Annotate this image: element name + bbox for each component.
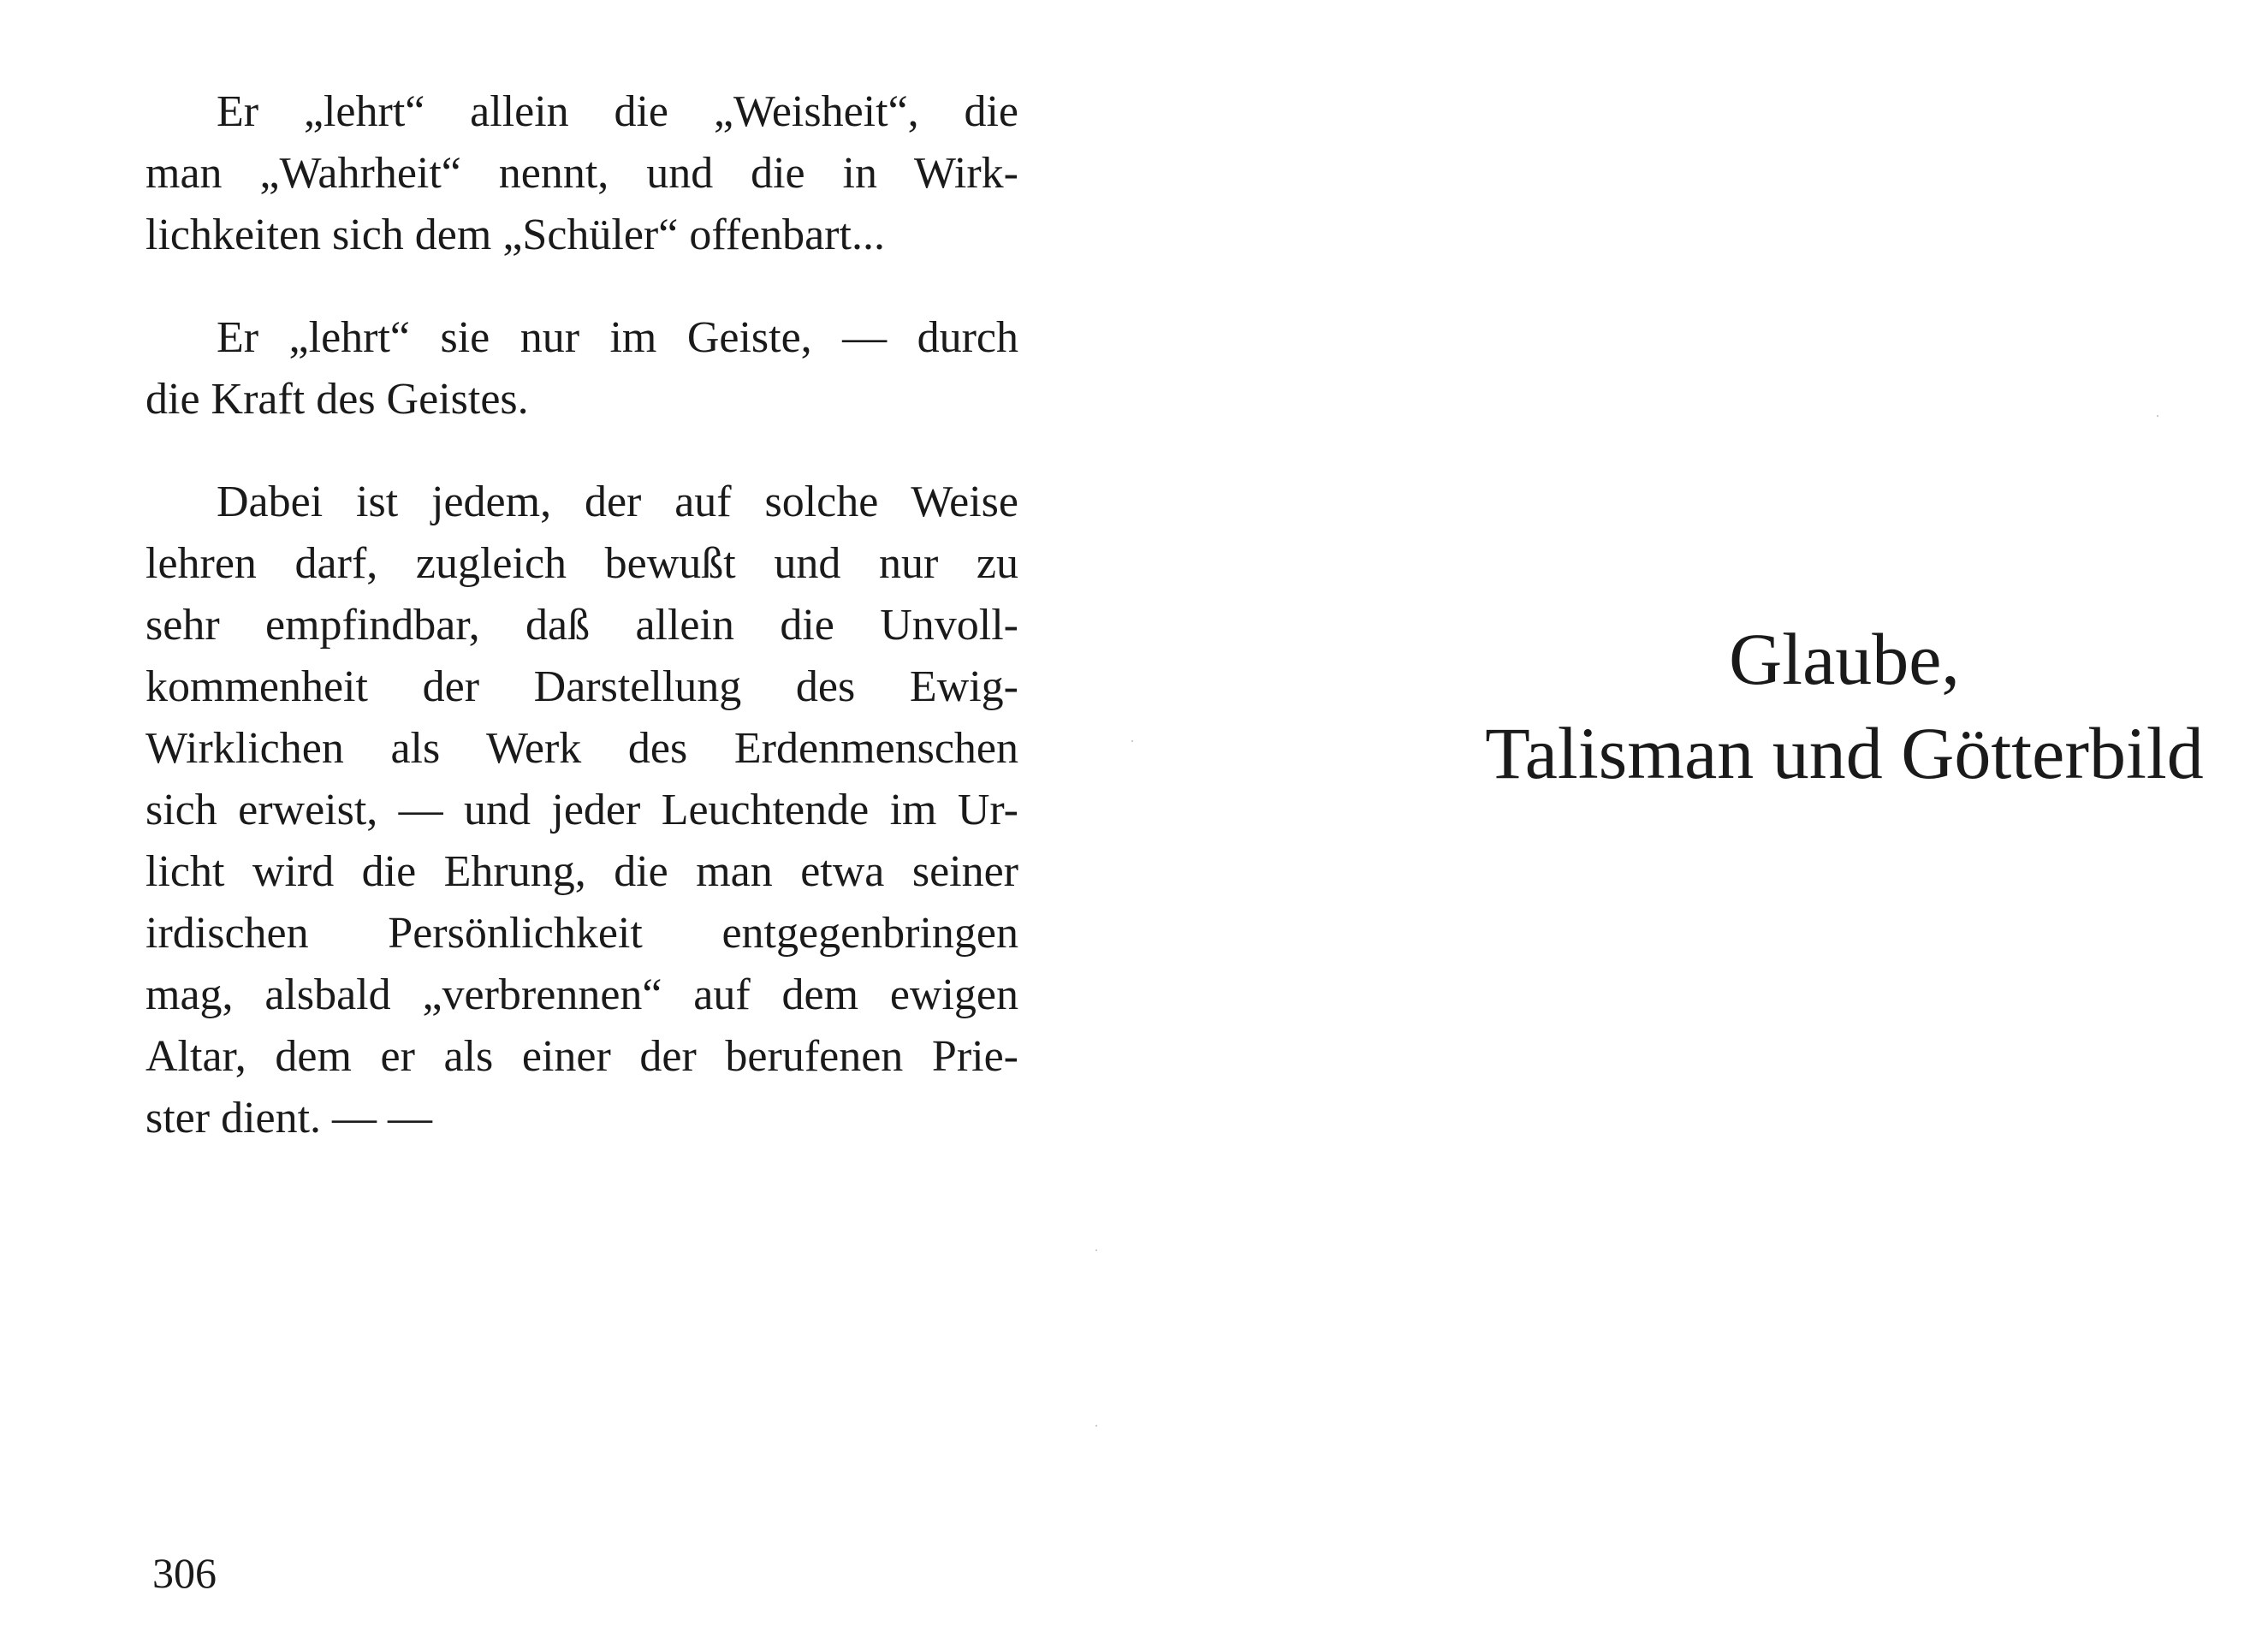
paragraph-3 — [145, 472, 1018, 1149]
right-page — [1113, 0, 2268, 1626]
left-page — [0, 0, 1113, 1626]
text-line: sich erweist, — und jeder Leuchtende im Ur- — [145, 786, 1018, 834]
text-line: Er „lehrt“ sie nur im Geiste, — durch — [217, 313, 1018, 362]
text-line: die Kraft des Geistes. — [145, 375, 529, 424]
chapter-title-line-2: Talisman und Götterbild — [1485, 712, 2204, 794]
text-line: Wirklichen als Werk des Erdenmenschen — [145, 724, 1018, 773]
text-line: lichkeiten sich dem „Schüler“ offenbart... — [145, 211, 885, 259]
text-line: mag, alsbald „verbrennen“ auf dem ewigen — [145, 970, 1018, 1019]
body-text — [145, 81, 1018, 1190]
text-line: man „Wahrheit“ nennt, und die in Wirk- — [145, 149, 1018, 198]
chapter-title — [1113, 612, 2268, 800]
text-line: Er „lehrt“ allein die „Weisheit“, die — [217, 87, 1018, 136]
gutter-mark — [1095, 1425, 1097, 1427]
paragraph-2 — [145, 307, 1018, 430]
page-number: 306 — [152, 1549, 217, 1597]
text-line: licht wird die Ehrung, die man etwa seiner — [145, 847, 1018, 896]
paragraph-1 — [145, 81, 1018, 266]
gutter-mark — [1095, 1249, 1097, 1251]
text-line: Altar, dem er als einer der berufenen Prie- — [145, 1032, 1018, 1081]
text-line: irdischen Persönlichkeit entgegenbringen — [145, 909, 1018, 958]
text-line: kommenheit der Darstellung des Ewig- — [145, 662, 1018, 711]
text-line: sehr empfindbar, daß allein die Unvoll- — [145, 601, 1018, 650]
chapter-title-line-1: Glaube, — [1729, 618, 1960, 700]
text-line: lehren darf, zugleich bewußt und nur zu — [145, 539, 1018, 588]
text-line: ster dient. — — — [145, 1094, 433, 1142]
text-line: Dabei ist jedem, der auf solche Weise — [217, 478, 1018, 526]
